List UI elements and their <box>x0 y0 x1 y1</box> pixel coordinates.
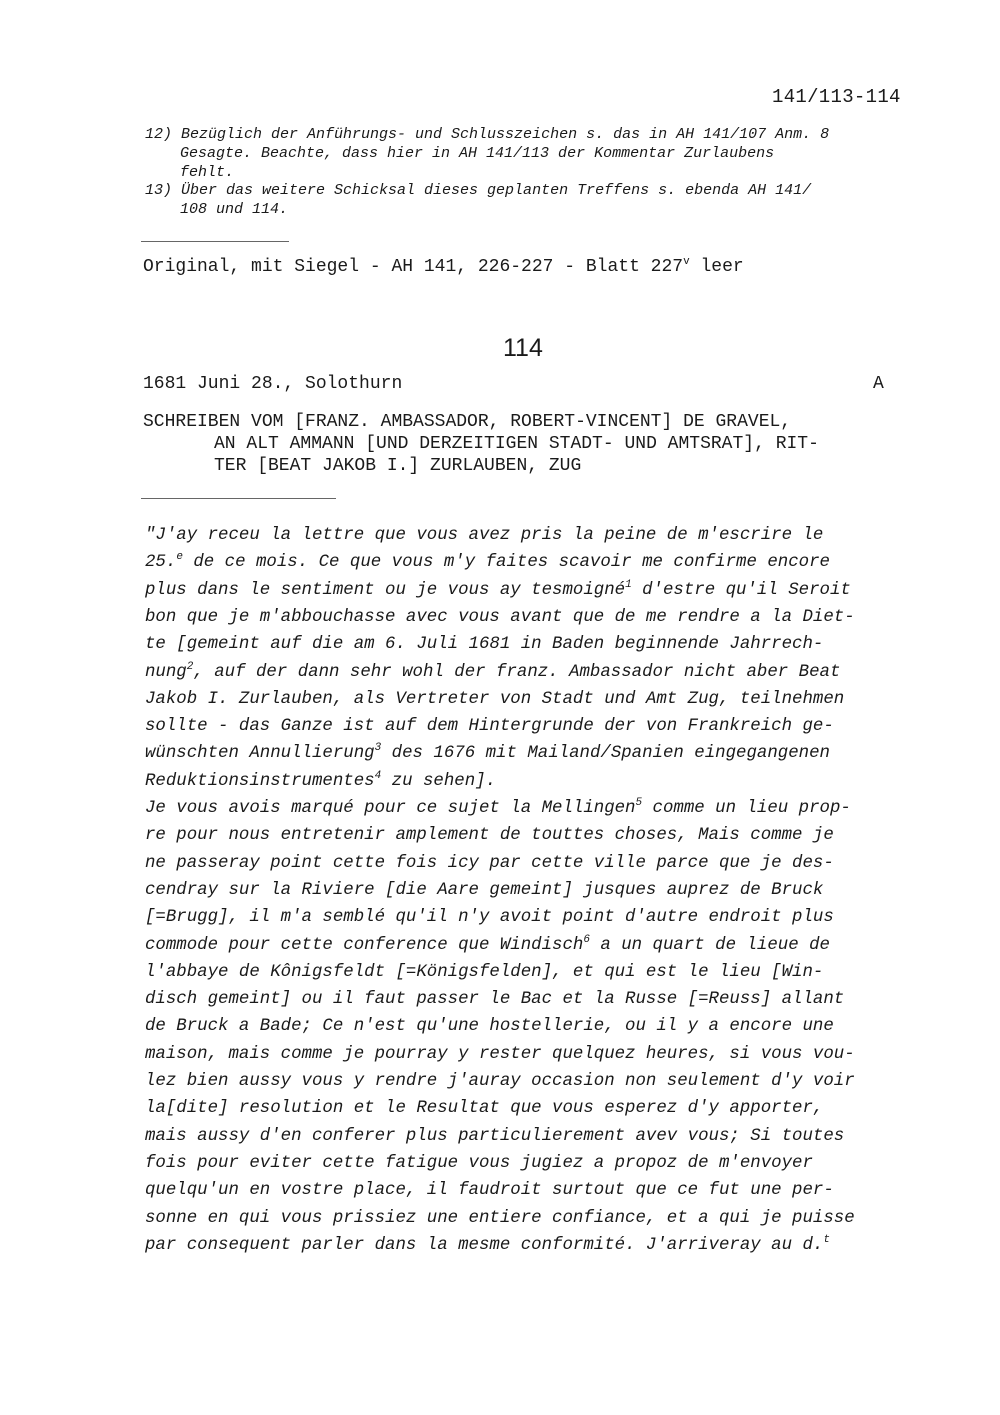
letter-body-text: bon que je m'abbouchasse avec vous avant que de me rendre a la Diet- <box>145 607 855 627</box>
document-title-line: AN ALT AMMANN [UND DERZEITIGEN STADT- UND AMTSRAT], RIT- <box>214 434 819 454</box>
letter-body-text: "J'ay receu la lettre que vous avez pris la peine de m'escrire le <box>145 526 824 545</box>
letter-body-line <box>145 1209 855 1228</box>
letter-body-line <box>145 1099 823 1118</box>
document-title-line: SCHREIBEN VOM [FRANZ. AMBASSADOR, ROBERT-VINCENT] DE GRAVEL, <box>143 412 792 432</box>
letter-body-line <box>145 526 823 545</box>
letter-body-line <box>145 1045 855 1064</box>
letter-body-line <box>145 881 823 900</box>
letter-body-text: de ce mois. Ce que vous m'y faites scavoir me confirme encore <box>182 553 830 573</box>
letter-body-text: comme un lieu prop- <box>642 799 851 818</box>
letter-body-text: quelqu'un en vostre place, il faudroit surtout que ce fut une per- <box>145 1181 834 1201</box>
footnote-13-line: 13) Über das weitere Schicksal dieses geplanten Treffens s. ebenda AH 141/ <box>145 182 812 199</box>
letter-body-line <box>145 635 823 654</box>
letter-body-text: [=Brugg], il m'a semblé qu'il n'y avoit point d'autre endroit plus <box>145 908 834 928</box>
letter-body-line <box>145 1127 844 1146</box>
letter-body-text: Jakob I. Zurlauben, als Vertreter von Stadt und Amt Zug, teilnehmen <box>145 689 845 709</box>
letter-body-text: cendray sur la Riviere [die Aare gemeint] jusques auprez de Bruck <box>145 880 824 900</box>
letter-body-line <box>145 553 830 572</box>
letter-body-text: Reduktionsinstrumentes <box>145 771 375 791</box>
letter-body-line <box>145 1154 813 1173</box>
letter-body-text: mais aussy d'en conferer plus particulierement avev vous; Si toutes <box>145 1126 845 1146</box>
letter-body-text: disch gemeint] ou il faut passer le Bac et la Russe [=Reuss] allant <box>145 990 845 1010</box>
letter-body-text: fois pour eviter cette fatigue vous jugiez a propoz de m'envoyer <box>145 1153 813 1173</box>
letter-body-line <box>145 690 844 709</box>
footnote-reference: 4 <box>374 769 382 782</box>
footnote-reference: 6 <box>583 933 590 946</box>
letter-body-text: nung <box>145 662 187 682</box>
letter-body-line <box>145 1017 834 1036</box>
letter-body-line <box>145 963 823 982</box>
letter-body-line <box>145 799 851 818</box>
source-note-tail: leer <box>689 257 744 277</box>
letter-body-line <box>145 608 855 627</box>
letter-body-line <box>145 854 834 873</box>
footnote-reference: e <box>176 551 183 564</box>
letter-body-text: wünschten Annullierung <box>145 744 375 764</box>
letter-body-line <box>145 717 834 736</box>
letter-body-text: commode pour cette conference que Windisch <box>145 935 584 955</box>
letter-body-line <box>145 660 841 682</box>
letter-body-text: ne passeray point cette fois icy par cette ville parce que je des- <box>145 853 834 873</box>
footnote-reference: 2 <box>186 660 194 673</box>
letter-body-line <box>145 744 830 763</box>
source-note <box>143 257 744 277</box>
document-title-line: TER [BEAT JAKOB I.] ZURLAUBEN, ZUG <box>214 456 582 476</box>
footnote-12-line: Gesagte. Beachte, dass hier in AH 141/113 der Kommentar Zurlaubens <box>180 145 775 162</box>
footnote-reference: t <box>823 1233 830 1246</box>
document-number: 114 <box>503 334 543 362</box>
page-number: 141/113-114 <box>772 86 901 108</box>
letter-body-text: te [gemeint auf die am 6. Juli 1681 in Baden beginnende Jahrrech- <box>145 635 824 655</box>
document-date-place: 1681 Juni 28., Solothurn <box>143 374 403 394</box>
letter-body-line <box>145 933 830 955</box>
letter-body-text: plus dans le sentiment ou je vous ay tesmoigné <box>145 580 626 600</box>
letter-body-line <box>145 1181 834 1200</box>
letter-body-text: l'abbaye de Kônigsfeldt [=Königsfelden], et qui est le lieu [Win- <box>145 962 824 982</box>
letter-body-text: sonne en qui vous prissiez une entiere confiance, et a qui je puisse <box>145 1208 855 1228</box>
source-note-text: Original, mit Siegel - AH 141, 226-227 - Blatt 227 <box>143 257 684 277</box>
letter-body-text: Je vous avois marqué pour ce sujet la Mellingen <box>145 799 636 818</box>
letter-body-text: maison, mais comme je pourray y rester quelquez heures, si vous vou- <box>145 1044 855 1064</box>
footnote-separator-rule <box>141 241 289 242</box>
letter-body-text: lez bien aussy vous y rendre j'auray occasion non seulement d'y voir <box>145 1072 855 1091</box>
letter-body-text: zu sehen]. <box>381 771 497 791</box>
letter-body-line <box>145 908 834 927</box>
letter-body-text: d'estre qu'il Seroit <box>631 580 851 600</box>
letter-body-line <box>145 1233 830 1255</box>
letter-body-text: de Bruck a Bade; Ce n'est qu'une hostellerie, ou il y a encore une <box>145 1017 834 1037</box>
letter-body-text: par consequent parler dans la mesme conformité. J'arriveray au d. <box>145 1235 824 1255</box>
letter-body-text: des 1676 mit Mailand/Spanien eingegangenen <box>381 744 830 764</box>
letter-body-line <box>145 1072 855 1091</box>
letter-body-text: la[dite] resolution et le Resultat que vous esperez d'y apporter, <box>145 1099 824 1119</box>
footnote-reference: 5 <box>635 797 643 809</box>
letter-body-line <box>145 578 851 600</box>
source-note-superscript: v <box>683 256 690 268</box>
footnote-12-line: fehlt. <box>180 164 235 181</box>
footnote-12-line: 12) Bezüglich der Anführungs- und Schlusszeichen s. das in AH 141/107 Anm. 8 <box>145 126 830 143</box>
letter-body-line <box>145 990 844 1009</box>
letter-body-text: , auf der dann sehr wohl der franz. Ambassador nicht aber Beat <box>193 662 841 682</box>
letter-body-line <box>145 826 834 845</box>
letter-body-text: re pour nous entretenir amplement de touttes choses, Mais comme je <box>145 826 834 846</box>
footnote-13-line: 108 und 114. <box>180 201 289 218</box>
footnote-reference: 1 <box>625 578 632 591</box>
document-classification: A <box>873 374 884 394</box>
footnote-reference: 3 <box>374 742 382 755</box>
letter-body-line <box>145 769 497 791</box>
letter-body-text: a un quart de lieue de <box>589 935 830 955</box>
title-separator-rule <box>141 498 336 499</box>
letter-body-text: sollte - das Ganze ist auf dem Hintergrunde der von Frankreich ge- <box>145 717 834 737</box>
letter-body-text: 25. <box>145 553 177 573</box>
